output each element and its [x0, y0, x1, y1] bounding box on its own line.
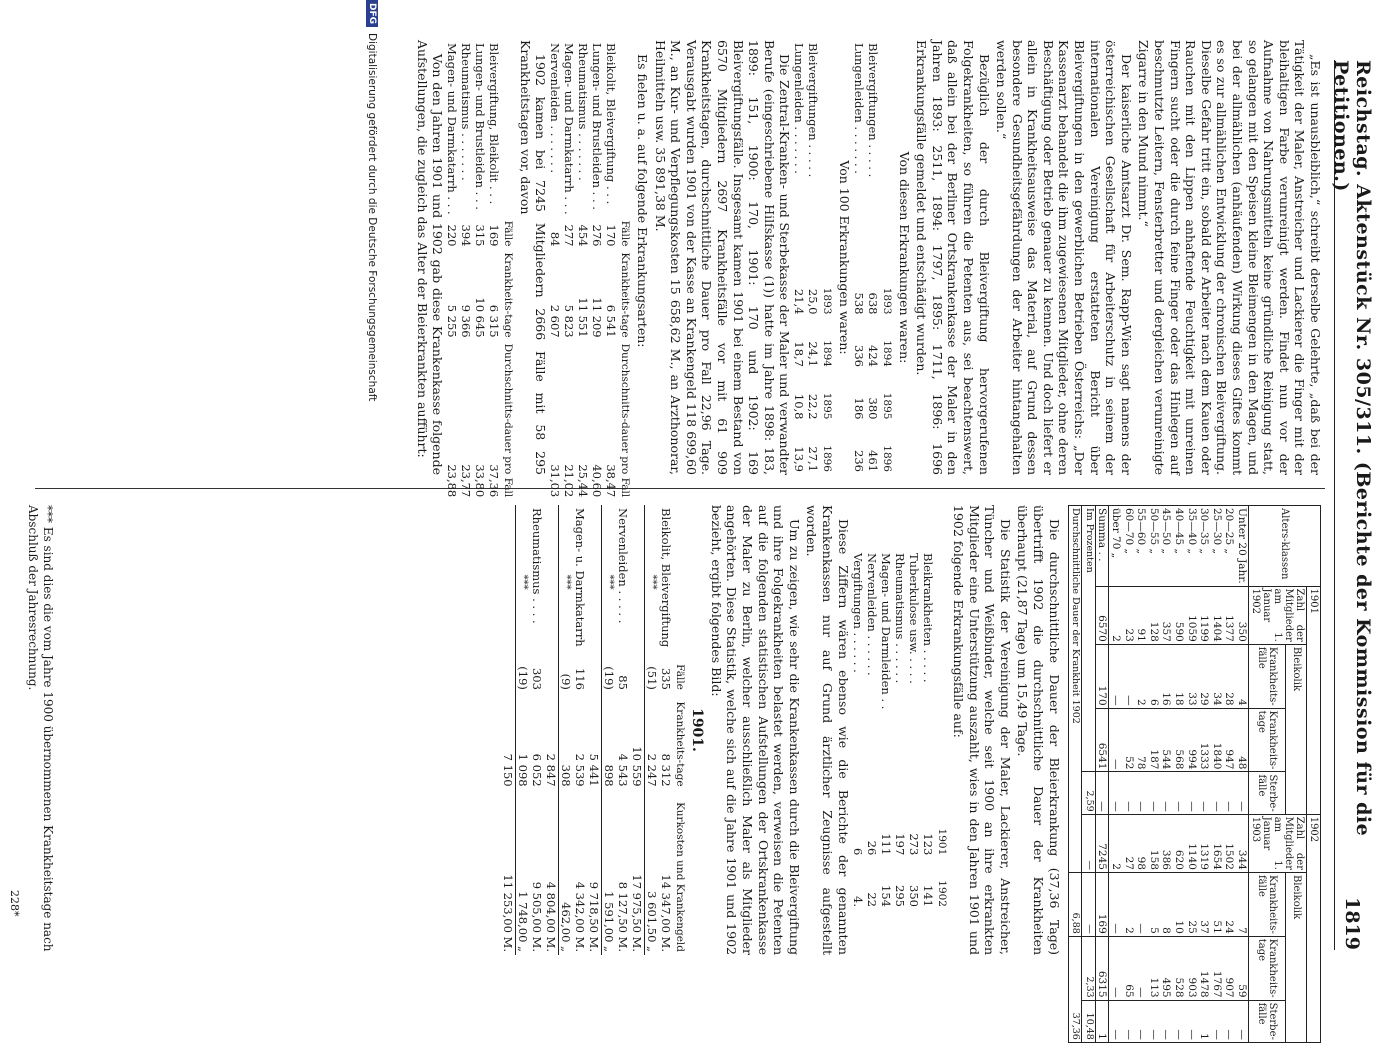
- table-row: Lungenleiden . . . . . . . 21,4 18,7 10,8 13,9: [792, 43, 807, 472]
- table-union-cases: 1901 1902 Bleikrankheiten . . . . . 123 141 Tuberkulose usw. . . . . 273 350 Rheumatismus . . . . . . 197 295 Magen- und Darmleiden . . 111 154 Nervenleiden . . . . . . 26 22 Vergiftungen . . . . . . 6 4.: [851, 550, 949, 910]
- table-row: Rheumatismus . . . . . . . 394 9 366 23,77: [459, 43, 474, 498]
- digitization-note: [361, 0, 383, 1000]
- table-row: 50—55 „ 128 6 187 — 158 5 113 —: [1147, 506, 1160, 1043]
- table-row: 60—70 „ 23 — 52 — 27 2 65 —: [1122, 506, 1135, 1043]
- table-row: 55—60 „ 91 2 78 — 98 — — —: [1135, 506, 1148, 1043]
- table-row-total: 10 559 17 975,50 M.: [630, 505, 645, 955]
- digitization-text: Digitalisierung gefördert durch die Deutsche Forschungsgemeinschaft: [366, 33, 378, 402]
- table-sick-percent: 1893 1894 1895 1896 Bleivergiftungen . . . . . 25,0 24,1 22,2 27,1 Lungenleiden . . . . . . . 21,4 18,7 10,8 13,9: [792, 40, 834, 475]
- paragraph: Von 100 Erkrankungen waren:: [836, 160, 852, 355]
- table-row: Bleikrankheiten . . . . . 123 141: [920, 553, 935, 907]
- footnote-marker: ***: [560, 574, 572, 590]
- table-row: Magen- und Darmkatarrh . . . 220 5 255 23,88: [445, 43, 460, 498]
- table-row: Magen- und Darmleiden . . 111 154: [878, 553, 893, 907]
- table-row: 20—25 „ 1377 28 947 — 1502 24 907 —: [1223, 506, 1236, 1043]
- table-row: Rheumatismus . . . . . . . 454 11 551 25,44: [576, 43, 591, 498]
- column-divider: [35, 488, 1325, 489]
- table-row: Rheumatismus . . . . 303 6 052 9 505,00 M.: [529, 508, 544, 952]
- col-header: 1896: [880, 445, 893, 472]
- table-row: Lungenleiden . . . . . . . 538 336 186 236: [851, 43, 866, 472]
- table-row: Lungen- und Brustleiden . . . 315 10 645 33,80: [473, 43, 488, 498]
- table-row: Bleivergiftungen . . . . . 638 424 380 461: [865, 43, 880, 472]
- paragraph: Der kaiserliche Amtsarzt Dr. Sem. Rapp-Wien sagt namens der österreichischen Gesellschaft für Arbeiterschutz in seinem der internationalen Vereinigung erstatteten Bericht über Bleivergiftungen in den gewerblichen Betrieben Österreichs: „Der Kassenarzt behandelt die ihm zugewiesenen Mitglieder, ohne deren Beschäftigung oder Betrieb genauer zu kennen. Und doch liefert er allein in Krankheitsausweise das Material, auf Grund dessen besondere Gesundheitsgefährdungen der Arbeiter hintangehalten werden sollen.“: [994, 40, 1134, 475]
- table-row: Bleivergiftung, Bleikolit . . . 169 6 315 37,36: [487, 43, 502, 498]
- paragraph: Um zu zeigen, wie sehr die Krankenkassen durch die Bleivergiftung und ihre Folgekrankheiten belastet werden, verweisen die Petenten auf die folgenden statistischen Aufstellungen der Ortskrankenkasse der Maler zu Berlin, welcher ausschließlich Maler als Mitglieder angehörten. Diese Statistik, welche sich auf die Jahre 1901 und 1902 bezieht, ergibt folgendes Bild:: [708, 505, 802, 955]
- footnote-marker: ***: [646, 574, 658, 590]
- table-row: 45—50 „ 357 16 544 — 386 8 495 —: [1160, 506, 1173, 1043]
- year-heading: 1901.: [689, 708, 706, 752]
- table-row: Bleikolit, Bleivergiftung . . . 170 6 541 38,47: [604, 43, 619, 498]
- table-row: Bleivergiftungen . . . . . 25,0 24,1 22,2 27,1: [806, 43, 821, 472]
- table-row: *** (51) 2 247 3 601,50 „: [644, 505, 659, 955]
- paragraph: Diese Ziffern wären ebenso wie die Berichte der genannten Krankenkassen nur auf Grund ärztlicher Zeugnisse aufgestellt worden.: [804, 505, 851, 955]
- table-row: über 70 „ 2 — — — 2 — — —: [1109, 506, 1122, 1043]
- running-header: [1330, 60, 1374, 950]
- paragraph: Die Zentral-Kranken- und Sterbekasse der Maler und verwandter Berufe (eingeschriebene Hilfskasse (1)) hatte im Jahre 1898: 183, 1899: 151, 1900: 170, 1901: 170 und 1902: 169 Bleivergiftungsfälle. Insgesamt kamen 1901 bei einem Bestand von 6570 Mitgliedern 2697 Krankheitsfälle vor mit 61 909 Krankheitstagen, durchschnittliche Dauer pro Fall 22,96 Tage. Verausgabt wurden 1901 von der Kasse an Krankengeld 118 699,60 M., an Kur- und Verpflegungskosten 15 658,62 M., an Arzthonorar, Heilmitteln usw. 35 891,38 M.: [652, 40, 793, 475]
- paragraph: Von diesen Erkrankungen waren:: [896, 151, 912, 364]
- table-row: Tuberkulose usw. . . . . 273 350: [906, 553, 921, 907]
- table-row: 25—30 „ 1404 34 1840 — 1654 51 1767 —: [1210, 506, 1223, 1043]
- col-header-1902: 1902: [1307, 814, 1321, 1042]
- age-class-table: Alters-klassen 1901 1902 Zahl der Mitglieder am 1. Januar 1902 Bleikolik Zahl der Mitglieder am 1. Januar 1903 Bleikolik Krankheits-fälle Krankheits-tage Sterbe-fälle Krankheits-fälle Krankheits-tage Sterbe-fälle Unter 20 Jahr. 350 4 48 — 344 7 59 — 20—25 „ 1377 28 947 — 1502 24 907 — 25—30 „ 1404 34 1840 — 1654 51 1767 — 30—35 „ 1199 29 1333 — 1319 37 1478 1 35—40 „ 1059 33 994 — 1140 25 903 — 40—45 „ 590 18 568 — 620 10 528 — 45—50 „ 357 16 544 — 386 8 495 — 50—55 „ 128 6 187 — 158 5 113 — 55—60 „ 91 2 78 — 98 — — — 60—70 „ 23 — 52 — 27 2 65 — über 70 „ 2 — — — 2 — — — Summa . . 6570 170 6541 — 7245 169 6315 1 Im Prozenten 2,59 — — 2,33 10,48 Durchschnittliche Dauer der Krankheit 1902 6,88 37,36: [1068, 505, 1321, 1043]
- table-row-sum: Summa . . 6570 170 6541 — 7245 169 6315 1: [1095, 506, 1109, 1043]
- col-header-age: Alters-klassen: [1249, 506, 1321, 587]
- table-sick-counts: [852, 40, 894, 475]
- table-row: 35—40 „ 1059 33 994 — 1140 25 903 —: [1185, 506, 1198, 1043]
- col-header: 1894: [880, 340, 893, 367]
- paragraph: Von den Jahren 1901 und 1902 gab diese Krankenkasse folgende Aufstellungen, die zugleich das Alter der Bleierkrankten aufführt:: [414, 40, 446, 475]
- table-row: *** (9) 308 462,00 „: [558, 505, 573, 955]
- page-reference: 228*: [8, 890, 21, 917]
- table-row-percent: Im Prozenten 2,59 — — 2,33 10,48: [1082, 506, 1096, 1043]
- table-ortskrankenkasse-1901: Fälle Krankheits-tage Kurkosten und Krankengeld Bleikolit, Bleivergiftung 335 8 312 14 347,00 M. *** (51) 2 247 3 601,50 „ 10 559 17 975,50 M. Nervenleiden . . . . . 85 4 543 8 127,50 M. *** (19) 898 1 591,00 „ 5 441 9 718,50 M. Magen- u. Darmkatarrh 116 2 539 4 342,00 M. *** (9) 308 462,00 „ 2 847 4 804,00 M. Rheumatismus . . . . 303 6 052 9 505,00 M. *** (19) 1 098 1 748,00 „ 7 150 11 253,00 M.: [501, 505, 687, 955]
- table-row: Magen- und Darmkatarrh . . . 277 5 823 21,02: [562, 43, 577, 498]
- paragraph: Die durchschnittliche Dauer der Bleierkrankung (37,36 Tage) übertrifft 1902 die durchschnittliche Dauer der Krankheiten überhaupt (21,87 Tage) um 15,49 Tage.: [1015, 505, 1062, 955]
- paragraph: Bezüglich der durch Bleivergiftung hervorgerufenen Folgekrankheiten, so führen die Petenten aus, sei beachtenswert, daß allein bei der Berliner Ortskrankenkasse der Maler in den Jahren 1893: 2511, 1894: 1797, 1895: 1711, 1896: 1696 Erkrankungsfälle gemeldet und entschädigt wurden.: [914, 40, 992, 475]
- table-row: Lungen- und Brustleiden . . . 276 11 209 40,60: [590, 43, 605, 498]
- table-row: 40—45 „ 590 18 568 — 620 10 528 —: [1172, 506, 1185, 1043]
- table-row: 30—35 „ 1199 29 1333 — 1319 37 1478 1: [1198, 506, 1211, 1043]
- table-row-total: 2 847 4 804,00 M.: [544, 505, 559, 955]
- footnote: *** Es sind dies die vom Jahre 1900 übernommenen Krankheitstage nach Abschluß der Jahresrechnung.: [26, 505, 55, 952]
- col-header: 1895: [880, 392, 893, 420]
- header-page-number: 1819: [1341, 897, 1363, 950]
- dfg-logo: DFG: [366, 0, 378, 27]
- table-row: *** (19) 898 1 591,00 „: [601, 505, 616, 955]
- paragraph: 1902 kamen bei 7245 Mitgliedern 2666 Fälle mit 58 295 Krankheitstagen vor, davon: [517, 40, 549, 475]
- right-column: [500, 505, 1323, 1040]
- table-row: Nervenleiden . . . . . 85 4 543 8 127,50 M.: [615, 508, 630, 952]
- table-row-total: 5 441 9 718,50 M.: [587, 505, 602, 955]
- table-row: Bleikolit, Bleivergiftung 335 8 312 14 347,00 M.: [658, 508, 673, 952]
- table-row-total: 7 150 11 253,00 M.: [501, 505, 516, 955]
- col-header: 1893: [880, 287, 893, 315]
- table-row: Magen- u. Darmkatarrh 116 2 539 4 342,00 M.: [572, 508, 587, 952]
- table-illness-types-1902: Fälle Krankheits-tage Durchschnitts-dauer pro Fall Bleivergiftung, Bleikolit . . . 169 6 315 37,36 Lungen- und Brustleiden . . . 315 10 645 33,80 Rheumatismus . . . . . . . 394 9 366 23,77 Magen- und Darmkatarrh . . . 220 5 255 23,88: [445, 40, 515, 500]
- col-header-1901: 1901: [1307, 586, 1321, 814]
- paragraph: „Es ist unausbleiblich,“ schreibt derselbe Gelehrte, „daß bei der Tätigkeit der Maler, Anstreicher und Lackierer die Finger mit der bleihaltigen Farbe verunreinigt werden. Findet nun vor der Aufnahme von Nahrungsmitteln keine gründliche Reinigung statt, so gelangen mit den Speisen kleine Bleimengen in den Magen, und bei der allmählichen (anhäufenden) Wirkung dieses Giftes kommt es so zur allmählichen Entwicklung der chronischen Bleivergiftung. Dieselbe Gefahr tritt ein, sobald der Arbeiter nach dem Kauen oder Rauchen mit den Lippen anhaftende Feuchtigkeit mit unreinen Fingern sucht oder die durch feine Finger oder das Hinlegen auf beschmutzte Leitern, Fensterbretter und dergleichen verunreinigte Zigarre in den Mund nimmt.“: [1136, 40, 1323, 475]
- header-title: Reichstag. Aktenstück Nr. 305/311. (Berichte der Kommission für die Petitionen.): [1330, 60, 1374, 837]
- table-row: Nervenleiden . . . . . . . 84 2 607 31,03: [548, 43, 563, 498]
- paragraph: Die Statistik der Vereinigung der Maler, Lackierer, Anstreicher, Tüncher und Weißbinder, welche seit 1900 an ihre erkrankten Mitglieder eine Unterstützung auszahlt, wies in den Jahren 1901 und 1902 folgende Erkrankungsfälle auf:: [951, 505, 1013, 955]
- paragraph: Es fielen u. a. auf folgende Erkrankungsarten:: [635, 54, 651, 348]
- table-illness-types-1901: Fälle Krankheits-tage Durchschnitts-dauer pro Fall Bleikolit, Bleivergiftung . . . 170 6 541 38,47 Lungen- und Brustleiden . . . 276 11 209 40,60 Rheumatismus . . . . . . . 454 11 551 25,44 Magen- und Darmkatarrh . . . 277 5 823 21,02 Nervenleiden . . . . . . . 84 2 607 31,03: [548, 40, 632, 500]
- table-row: *** (19) 1 098 1 748,00 „: [515, 505, 530, 955]
- footnote-marker: ***: [603, 574, 615, 590]
- table-row-average: Durchschnittliche Dauer der Krankheit 1902 6,88 37,36: [1068, 506, 1082, 1043]
- table-row: Rheumatismus . . . . . . 197 295: [892, 553, 907, 907]
- table-row: Unter 20 Jahr. 350 4 48 — 344 7 59 —: [1235, 506, 1248, 1043]
- footnote-marker: ***: [517, 574, 529, 590]
- table-row: Vergiftungen . . . . . . 6 4.: [850, 553, 865, 907]
- left-column: [412, 40, 1323, 498]
- table-row: Nervenleiden . . . . . . 26 22: [864, 553, 879, 907]
